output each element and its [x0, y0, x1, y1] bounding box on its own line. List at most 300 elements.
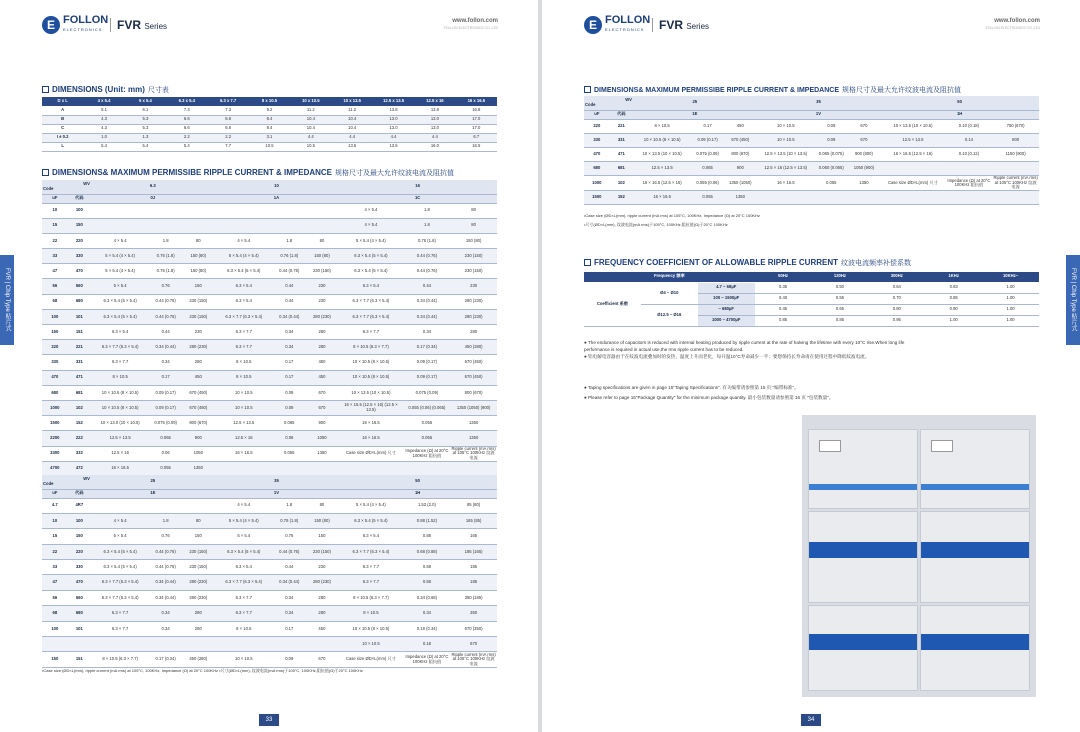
table-cell: 0.34 (0.44) [404, 294, 451, 309]
table-cell [273, 218, 306, 233]
table-cell: 6.3 × 7.7 [215, 606, 273, 621]
table-cell: 10.4 [332, 124, 373, 133]
table-cell: 2.2 [207, 133, 248, 142]
table-cell: 10.5 [290, 142, 331, 151]
website[interactable] [986, 18, 1040, 32]
frequency-header: Frequency 频率 [584, 272, 755, 282]
table-cell: 0.34 [273, 325, 306, 340]
coefficient-value: 0.70 [868, 293, 925, 304]
voltage-header: 6.3 [91, 180, 215, 194]
table-cell [149, 498, 182, 513]
row-label: 470 [68, 575, 91, 590]
row-label: 680 [68, 294, 91, 309]
table-cell: 10 × 10.5 (8 × 10.5) [633, 133, 691, 147]
row-label: 56 [42, 279, 68, 294]
table-cell: 280 (230) [306, 575, 339, 590]
table-cell: 0.09 (0.17) [404, 355, 451, 370]
table-cell: 17.0 [456, 124, 497, 133]
table-cell: 0.09 [273, 385, 306, 400]
row-label: 1500 [584, 191, 610, 205]
table-cell: 1350 [724, 191, 757, 205]
table-cell [992, 162, 1039, 176]
table-cell: 0.09 [273, 652, 306, 667]
table-cell: 6.3 × 5.4 [338, 529, 403, 544]
table-row [42, 498, 497, 513]
table-cell: 0.055 [815, 176, 848, 191]
package-box [808, 511, 918, 603]
ripple-title-en: DIMENSIONS& MAXIMUM PERMISSIBE RIPPLE CURRENT & IMPEDANCE [594, 87, 840, 94]
row-label: 4700 [42, 461, 68, 476]
row-label: 33 [42, 560, 68, 575]
checkbox-icon [42, 86, 49, 93]
table-cell: 0.44 (0.76) [149, 544, 182, 559]
uf-header: uF [42, 489, 68, 498]
company-name: FOLLON ELECTRONICS CO.,LTD [443, 26, 498, 30]
table-cell: 1.8 [404, 203, 451, 218]
table-cell: 0.76 (1.8) [149, 249, 182, 264]
table-row [42, 637, 497, 652]
table-cell: 10 × 10.5 [338, 637, 403, 652]
table-cell: 185 [450, 575, 497, 590]
table-cell: 2.2 [166, 133, 207, 142]
table-cell [149, 218, 182, 233]
ripple-table-right [584, 96, 1039, 205]
column-header: 10KHz~ [982, 272, 1039, 282]
row-label: 222 [68, 431, 91, 446]
row-label: 221 [610, 119, 633, 133]
table-cell: 450 [306, 621, 339, 636]
table-cell: 0.18 [404, 637, 451, 652]
capacitance-range: 100 ~ 1500µF [698, 293, 755, 304]
voltage-code: 1H [880, 110, 1039, 119]
table-cell: 0.06 [149, 446, 182, 461]
side-tab-right: FVR | Chip Type 贴片式 [1066, 255, 1080, 345]
table-cell: 0.88 [404, 529, 451, 544]
row-label: 680 [42, 385, 68, 400]
row-label: 681 [68, 385, 91, 400]
table-cell: 6.3 × 7.7 (6.3 × 5.4) [338, 544, 403, 559]
table-cell: 670 [306, 400, 339, 415]
table-cell: 80 [306, 498, 339, 513]
table-cell: 0.055 [691, 191, 724, 205]
table-row [42, 233, 497, 248]
row-label: 100 [42, 309, 68, 324]
series-code: FVR [117, 18, 141, 32]
table-cell [149, 203, 182, 218]
table-cell: 5.1 [83, 106, 124, 115]
table-cell: 670 (450) [450, 370, 497, 385]
uf-header: uF [584, 110, 610, 119]
table-cell: 8 × 10.5 [91, 370, 149, 385]
table-cell: 16 × 16.5 [91, 461, 149, 476]
column-header: 4 x 5.4 [83, 97, 124, 106]
table-cell: 0.34 (0.44) [149, 590, 182, 605]
table-cell: 12.5 × 13.5 (10 × 13.5) [757, 147, 815, 161]
table-cell: 0.44 (0.76) [149, 309, 182, 324]
table-cell: 0.34 [404, 325, 451, 340]
capacitance-range: 4.7 ~ 68µF [698, 282, 755, 293]
table-cell: 0.075 (0.09) [404, 385, 451, 400]
table-cell: 10 × 10.5 [215, 385, 273, 400]
row-label: 470 [584, 147, 610, 161]
column-header: 120Hz [812, 272, 869, 282]
table-cell: 7.3 [166, 106, 207, 115]
page-number: 34 [801, 714, 821, 726]
coefficient-value: 0.83 [925, 282, 982, 293]
website-url[interactable]: www.follon.com [452, 18, 498, 24]
row-label: 330 [68, 249, 91, 264]
table-cell: 150 (80) [450, 233, 497, 248]
footnote-cn: •尺寸(ØD×L(mm), 纹波电流(mA rms)于105°C, 100KHz,阻抗值(Ω)于20°C 100KHz [584, 222, 728, 227]
row-label: 330 [42, 355, 68, 370]
coefficient-value: 0.45 [755, 304, 812, 315]
table-cell: 4.3 [83, 124, 124, 133]
table-cell: Ripple current (mA rms) at 105°C 100KHz 纹波电流 [993, 175, 1038, 190]
table-cell: 6.3 × 7.7 (6.3 × 5.4) [215, 575, 273, 590]
table-cell: 8 × 10.5 (6.3 × 7.7) [91, 652, 149, 667]
row-label: 1000 [584, 176, 610, 191]
row-label: 15 [42, 529, 68, 544]
table-cell: 670 (450) [450, 355, 497, 370]
table-cell: 0.34 (0.44) [273, 575, 306, 590]
table-cell: 280 [450, 325, 497, 340]
row-label: B [42, 115, 83, 124]
code-label: Code [585, 101, 596, 107]
table-cell: 10 × 13.5 (10 × 10.5) [338, 385, 403, 400]
checkbox-icon [584, 86, 591, 93]
brand-logo [584, 16, 650, 34]
table-cell: Ripple current (mA rms) at 105°C 100KHz 纹波电流 [451, 446, 496, 460]
wv-label: WV [625, 97, 632, 103]
table-cell: Case size ØD×L(mm) 尺寸 [338, 652, 403, 667]
table-cell: 0.065 (0.075) [815, 147, 848, 161]
row-label: 68 [42, 606, 68, 621]
table-row [584, 119, 1039, 133]
table-cell [182, 498, 215, 513]
table-cell: 10 × 10.5 (8 × 10.5) [91, 385, 149, 400]
table-cell: 10.4 [290, 124, 331, 133]
voltage-code: 1V [215, 489, 339, 498]
table-cell: 12.5 × 13.5 [215, 416, 273, 431]
table-cell: 0.055 [149, 461, 182, 476]
wv-code-header [584, 96, 633, 110]
table-cell: 280 [182, 606, 215, 621]
table-cell: 280 (230) [182, 575, 215, 590]
table-cell: 230 [182, 325, 215, 340]
table-cell: 0.34 (0.44) [404, 309, 451, 324]
wv-label: WV [83, 181, 90, 187]
voltage-header: 10 [215, 180, 339, 194]
table-cell: 10 × 13.5 (10 × 10.5) [880, 119, 945, 133]
table-cell: 10 × 13.0 (10 × 10.5) [91, 416, 149, 431]
row-label: 56 [42, 590, 68, 605]
row-label: 4.7 [42, 498, 68, 513]
voltage-code: 1V [757, 110, 881, 119]
table-cell: 450 [306, 370, 339, 385]
table-cell: 6.3 × 5.4 [215, 560, 273, 575]
table-cell: 6.3 × 7.7 [338, 560, 403, 575]
table-cell: 150 [306, 529, 339, 544]
table-row [584, 191, 1039, 205]
table-cell [182, 203, 215, 218]
table-row [584, 133, 1039, 147]
table-row [42, 340, 497, 355]
table-cell: 13.0 [414, 115, 455, 124]
table-cell: 1.8 [273, 498, 306, 513]
table-row [42, 590, 497, 605]
table-cell: Impedance (Ω) at 20°C 100KHz 阻抗值 [404, 652, 451, 667]
table-cell: 800 (670) [724, 147, 757, 161]
table-row [42, 218, 497, 233]
table-row [42, 142, 497, 151]
table-cell: 150 (80) [182, 264, 215, 279]
table-cell: 0.44 [273, 294, 306, 309]
table-row [584, 176, 1039, 191]
table-cell: 0.76 (1.8) [404, 233, 451, 248]
table-cell [992, 191, 1039, 205]
table-cell: 6.7 [456, 133, 497, 142]
ripple-title-cn: 规格尺寸及最大允许纹波电流及阻抗值 [335, 170, 455, 177]
table-cell: 165 [450, 529, 497, 544]
table-cell [91, 498, 149, 513]
row-label: 471 [610, 147, 633, 161]
coefficient-value: 0.55 [812, 293, 869, 304]
table-cell: 5 × 5.4 (4 × 5.4) [91, 264, 149, 279]
table-cell: 0.10 (0.18) [946, 119, 993, 133]
row-label: 330 [584, 133, 610, 147]
table-cell [273, 637, 306, 652]
table-cell: 450 (280) [450, 340, 497, 355]
table-cell: 10.4 [332, 115, 373, 124]
series-code: FVR [659, 18, 683, 32]
table-cell: 0.76 [149, 529, 182, 544]
website[interactable] [444, 18, 498, 32]
row-label: 221 [68, 340, 91, 355]
table-cell: 150 [182, 279, 215, 294]
brand-sub: ELECTRONICS [63, 27, 103, 32]
row-label: 471 [68, 370, 91, 385]
table-cell: 0.34 [149, 606, 182, 621]
table-cell: 0.055 (0.06) (0.065) [404, 400, 451, 415]
table-row [42, 416, 497, 431]
table-cell: 670 (450) [724, 133, 757, 147]
table-row [42, 115, 497, 124]
table-cell: 165 (85) [450, 513, 497, 528]
coefficient-value: 1.00 [982, 293, 1039, 304]
row-label: 1500 [42, 416, 68, 431]
table-cell: 0.18 (0.34) [404, 621, 451, 636]
dimensions-title-en: DIMENSIONS (Unit: mm) [52, 85, 145, 94]
table-cell: 1.8 [149, 513, 182, 528]
row-label: 331 [610, 133, 633, 147]
table-cell: 16 × 16.5 [633, 191, 691, 205]
row-label: 15 [42, 218, 68, 233]
table-cell: 0.44 [149, 325, 182, 340]
table-cell: 150 [182, 529, 215, 544]
column-header: 1KHz [925, 272, 982, 282]
table-cell: 670 [306, 385, 339, 400]
table-cell: 6.3 × 5.4 (5 × 5.4) [338, 264, 403, 279]
row-label: C [42, 124, 83, 133]
table-cell: 8 × 10.5 [338, 606, 403, 621]
table-row [42, 513, 497, 528]
table-cell: 280 [182, 355, 215, 370]
table-cell: 16.5 [456, 142, 497, 151]
table-cell: 16.8 [456, 106, 497, 115]
diameter-range: Ø12.5 ~ Ø16 [641, 304, 698, 326]
row-label: 10 [42, 203, 68, 218]
table-cell: 12.5 × 13.5 [880, 133, 945, 147]
website-url[interactable]: www.follon.com [994, 18, 1040, 24]
table-row [42, 400, 497, 415]
table-cell: 1.8 [149, 233, 182, 248]
table-cell: 12.5 × 16 (12.5 × 13.5) [757, 162, 815, 176]
table-cell: 10 × 10.5 (8 × 10.5) [338, 355, 403, 370]
table-row [42, 431, 497, 446]
table-cell: 280 (230) [306, 309, 339, 324]
table-cell: 6.3 × 7.7 (6.3 × 5.4) [91, 590, 149, 605]
table-header-row [42, 180, 497, 194]
table-cell: 10 × 10.5 (8 × 10.5) [91, 400, 149, 415]
dimensions-table [42, 97, 497, 152]
row-label: 102 [610, 176, 633, 191]
table-cell: 230 (150) [182, 544, 215, 559]
ripple-table-high-voltage [42, 475, 497, 668]
table-row [42, 652, 497, 667]
table-cell: 150 (80) [306, 249, 339, 264]
table-cell: 670 [306, 652, 339, 667]
row-label: 680 [68, 606, 91, 621]
table-row [42, 249, 497, 264]
table-cell: 6.3 × 7.7 [91, 355, 149, 370]
ripple-table-low-voltage [42, 180, 497, 477]
table-cell [215, 203, 273, 218]
frequency-title-en: FREQUENCY COEFFICIENT OF ALLOWABLE RIPPLE CURRENT [594, 258, 839, 267]
table-cell: 6.3 × 5.4 [215, 279, 273, 294]
brand-name: FOLLON [63, 14, 109, 26]
table-cell: 80 [450, 203, 497, 218]
ripple-title-en: DIMENSIONS& MAXIMUM PERMISSIBE RIPPLE CURRENT & IMPEDANCE [52, 168, 333, 177]
row-label: 150 [68, 218, 91, 233]
right-page [542, 0, 1080, 732]
table-cell: 0.68 [404, 560, 451, 575]
table-row [42, 203, 497, 218]
table-cell: 7.7 [207, 142, 248, 151]
table-cell: Impedance (Ω) at 20°C 100KHz 阻抗值 [404, 446, 451, 461]
voltage-code: 1E [633, 110, 757, 119]
voltage-header: 25 [633, 96, 757, 110]
table-cell: 4 × 5.4 [91, 513, 149, 528]
table-header-row [42, 97, 497, 106]
table-cell: 16 × 16.5 (12.5 × 16) [633, 176, 691, 191]
table-cell: 6.3 × 5.4 (5 × 5.4) [215, 264, 273, 279]
table-cell: Case size ØD×L(mm) 尺寸 [338, 446, 403, 461]
table-cell: 6.1 [125, 106, 166, 115]
series-word: Series [686, 22, 710, 31]
table-cell: 12.5 × 16 [215, 431, 273, 446]
table-cell: 0.76 (1.8) [149, 264, 182, 279]
table-cell: 85 (80) [450, 498, 497, 513]
table-cell: 280 (230) [182, 590, 215, 605]
table-cell: 12.5 × 16 [91, 446, 149, 461]
table-cell: 4.4 [373, 133, 414, 142]
table-cell: 4 × 5.4 [338, 203, 403, 218]
table-cell: 1350 (1050) (900) [450, 400, 497, 415]
table-cell: 4 × 5.4 [338, 218, 403, 233]
row-label: I ± 0.2 [42, 133, 83, 142]
table-cell: 6.6 [166, 115, 207, 124]
table-cell: 0.34 [273, 590, 306, 605]
voltage-header: 25 [91, 475, 215, 489]
table-cell: 4.4 [414, 133, 455, 142]
table-cell: 0.065 [149, 431, 182, 446]
table-cell: 670 [848, 119, 881, 133]
page-header [542, 14, 1080, 42]
table-cell: 0.34 [149, 355, 182, 370]
table-cell: 5.4 [166, 142, 207, 151]
table-cell: 0.17 (0.34) [149, 652, 182, 667]
note-endurance-cn: ● 铝电解电容器由于在纹波电流叠加时的发热，温度上升而老化，每升温10°C寿命减少一半；要想保持长寿命请在使用过程中降低纹波电流。 [584, 354, 870, 359]
table-row [42, 529, 497, 544]
table-cell: 0.44 (0.76) [149, 560, 182, 575]
table-cell: 0.76 [149, 279, 182, 294]
coefficient-value: 0.85 [925, 293, 982, 304]
table-cell: 230 [306, 279, 339, 294]
table-cell: 0.09 (0.17) [149, 400, 182, 415]
row-label: 1000 [42, 400, 68, 415]
coefficient-value: 0.80 [868, 304, 925, 315]
table-cell: 6.3 × 7.7 [91, 621, 149, 636]
row-label: 47 [42, 575, 68, 590]
coefficient-value: 0.64 [868, 282, 925, 293]
table-cell: 6.3 × 5.4 (5 × 5.4) [91, 309, 149, 324]
table-cell: 12.5 × 13.5 [91, 431, 149, 446]
table-row [42, 544, 497, 559]
company-name: FOLLON ELECTRONICS CO.,LTD [985, 26, 1040, 30]
table-cell [91, 203, 149, 218]
table-cell: 900 [724, 162, 757, 176]
ripple-title-cn: 规格尺寸及最大允许纹波电流及阻抗值 [842, 87, 962, 94]
table-cell: 13.0 [414, 124, 455, 133]
coefficient-value: 0.40 [755, 293, 812, 304]
row-label: 680 [584, 162, 610, 176]
table-cell: 900 (800) [848, 147, 881, 161]
table-cell: 6.3 × 5.4 [338, 279, 403, 294]
table-cell: 8 × 10.5 [215, 621, 273, 636]
table-cell: 0.17 [273, 370, 306, 385]
table-cell: 150 (80) [306, 513, 339, 528]
table-cell: 6.6 [207, 124, 248, 133]
table-cell: 0.17 [273, 355, 306, 370]
brand-name: FOLLON [605, 14, 651, 26]
code-header: 代码 [610, 110, 633, 119]
table-cell: 5.4 [83, 142, 124, 151]
frequency-title [584, 258, 911, 268]
table-cell: 1350 (1050) [724, 176, 757, 191]
coefficient-value: 1.00 [925, 315, 982, 326]
table-cell: 1350 [848, 176, 881, 191]
table-cell: 16.0 [414, 142, 455, 151]
row-label: 151 [68, 325, 91, 340]
package-box [808, 429, 918, 509]
table-cell: 450 (280) [182, 652, 215, 667]
coefficient-value: 0.85 [755, 315, 812, 326]
table-cell [306, 203, 339, 218]
table-cell: 0.44 [273, 560, 306, 575]
table-cell: 6.3 × 7.7 [338, 325, 403, 340]
voltage-code: 1A [215, 194, 339, 203]
table-cell: 6.3 × 5.4 (5 × 5.4) [215, 544, 273, 559]
